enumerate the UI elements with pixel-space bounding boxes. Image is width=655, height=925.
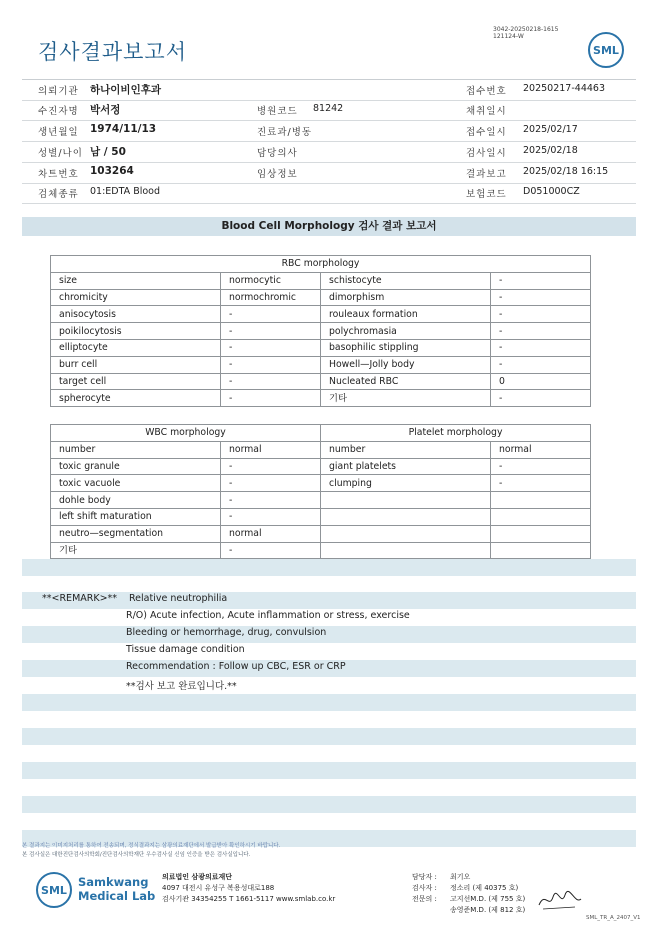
platelet-result: - xyxy=(491,475,591,492)
platelet-result xyxy=(491,492,591,509)
table-row xyxy=(51,390,591,407)
wbc-item: dohle body xyxy=(51,492,221,509)
info-row xyxy=(22,142,636,163)
platelet-item: number xyxy=(321,441,491,458)
footer-brand: Samkwang Medical Lab xyxy=(78,875,156,903)
remark-line: Bleeding or hemorrhage, drug, convulsion xyxy=(126,627,327,638)
info-value: 박서정 xyxy=(90,104,121,116)
table-row xyxy=(51,323,591,340)
stripe xyxy=(22,762,636,779)
table-row xyxy=(51,458,591,475)
rbc-item: size xyxy=(51,272,221,289)
table-row xyxy=(51,339,591,356)
rbc-title: RBC morphology xyxy=(51,256,591,273)
info-label: 차트번호 xyxy=(38,169,79,180)
staff-name: 정소리 (제 40375 호) xyxy=(450,884,519,892)
info-label: 접수일시 xyxy=(466,127,507,138)
wbc-result: - xyxy=(221,492,321,509)
rbc-result: - xyxy=(491,272,591,289)
info-row xyxy=(22,183,636,204)
remark-line: **검사 보고 완료입니다.** xyxy=(126,681,237,692)
wbc-result: - xyxy=(221,508,321,525)
info-label: 접수번호 xyxy=(466,86,507,97)
rbc-result: - xyxy=(491,323,591,340)
info-value: 2025/02/17 xyxy=(523,124,578,135)
info-row xyxy=(22,100,636,121)
info-label: 생년월일 xyxy=(38,127,79,138)
platelet-title: Platelet morphology xyxy=(321,425,591,442)
platelet-item xyxy=(321,542,491,559)
wbc-title: WBC morphology xyxy=(51,425,321,442)
info-value: 2025/02/18 xyxy=(523,145,578,156)
info-label: 의뢰기관 xyxy=(38,86,79,97)
rbc-result: - xyxy=(221,323,321,340)
rbc-result: normocytic xyxy=(221,272,321,289)
info-value: 01:EDTA Blood xyxy=(90,186,161,197)
rbc-morphology-table xyxy=(50,255,591,407)
table-row xyxy=(51,289,591,306)
staff-role: 담당자 : xyxy=(412,873,437,881)
rbc-result: - xyxy=(491,390,591,407)
wbc-item: neutro—segmentation xyxy=(51,525,221,542)
fine-print-2: 본 검사실은 대한진단검사의학회/진단검사의학재단 우수검사실 신임 인증을 받은 검사실입니다. xyxy=(22,852,251,858)
stripe xyxy=(22,728,636,745)
wbc-result: - xyxy=(221,475,321,492)
rbc-item: polychromasia xyxy=(321,323,491,340)
rbc-item: 기타 xyxy=(321,390,491,407)
info-value: 2025/02/18 16:15 xyxy=(523,166,609,177)
info-label: 성별/나이 xyxy=(38,148,83,159)
info-label: 수진자명 xyxy=(38,106,79,117)
table-row xyxy=(51,272,591,289)
rbc-result: - xyxy=(491,339,591,356)
rbc-result: - xyxy=(491,356,591,373)
table-row xyxy=(51,373,591,390)
sml-logo: SML xyxy=(588,32,624,68)
info-label: 병원코드 xyxy=(257,106,298,117)
remark-line: Tissue damage condition xyxy=(126,644,245,655)
info-value: 남 / 50 xyxy=(90,146,126,158)
staff-name: 최기오 xyxy=(450,873,471,881)
signature-icon xyxy=(535,885,585,913)
table-row xyxy=(51,441,591,458)
rbc-result: normochromic xyxy=(221,289,321,306)
table-row xyxy=(51,525,591,542)
stripe xyxy=(22,559,636,576)
table-row xyxy=(51,542,591,559)
staff-name: 송영준M.D. (제 812 호) xyxy=(450,906,526,914)
document-code: 3042-20250218-1615 121124-W xyxy=(493,26,559,40)
info-row xyxy=(22,121,636,142)
rbc-result: - xyxy=(221,373,321,390)
table-row xyxy=(51,508,591,525)
info-label: 임상정보 xyxy=(257,169,298,180)
page-title: 검사결과보고서 xyxy=(38,40,188,64)
info-label: 결과보고 xyxy=(466,169,507,180)
rbc-item: rouleaux formation xyxy=(321,306,491,323)
wbc-result: - xyxy=(221,542,321,559)
table-row xyxy=(51,356,591,373)
wbc-item: 기타 xyxy=(51,542,221,559)
table-row xyxy=(51,492,591,509)
rbc-result: 0 xyxy=(491,373,591,390)
info-label: 검사일시 xyxy=(466,148,507,159)
platelet-result: normal xyxy=(491,441,591,458)
platelet-item xyxy=(321,492,491,509)
platelet-result xyxy=(491,542,591,559)
staff-name: 고지선M.D. (제 755 호) xyxy=(450,895,526,903)
info-value: D051000CZ xyxy=(523,186,580,197)
rbc-result: - xyxy=(221,390,321,407)
rbc-item: burr cell xyxy=(51,356,221,373)
info-value: 하나이비인후과 xyxy=(90,84,162,96)
platelet-result: - xyxy=(491,458,591,475)
info-label: 보험코드 xyxy=(466,189,507,200)
staff-role: 전문의 : xyxy=(412,895,437,903)
wbc-item: toxic vacuole xyxy=(51,475,221,492)
remark-line: R/O) Acute infection, Acute inflammation or stress, exercise xyxy=(126,610,410,621)
wbc-item: number xyxy=(51,441,221,458)
wbc-result: normal xyxy=(221,525,321,542)
staff-role: 검사자 : xyxy=(412,884,437,892)
table-row xyxy=(51,306,591,323)
wbc-item: toxic granule xyxy=(51,458,221,475)
form-code: SML_TR_A_2407_V1 xyxy=(586,915,641,921)
platelet-item: clumping xyxy=(321,475,491,492)
info-label: 담당의사 xyxy=(257,148,298,159)
wbc-platelet-morphology-table xyxy=(50,424,591,559)
rbc-item: target cell xyxy=(51,373,221,390)
report-heading: Blood Cell Morphology 검사 결과 보고서 xyxy=(22,217,636,236)
platelet-result xyxy=(491,525,591,542)
info-row xyxy=(22,79,636,101)
rbc-result: - xyxy=(221,356,321,373)
table-row xyxy=(51,475,591,492)
rbc-item: basophilic stippling xyxy=(321,339,491,356)
stripe xyxy=(22,796,636,813)
rbc-item: anisocytosis xyxy=(51,306,221,323)
platelet-item xyxy=(321,508,491,525)
info-value: 81242 xyxy=(313,103,344,114)
info-label: 검체종류 xyxy=(38,189,79,200)
platelet-item xyxy=(321,525,491,542)
footer-sml-logo: SML xyxy=(36,872,72,908)
info-label: 진료과/병동 xyxy=(257,127,313,138)
remark-line: Recommendation : Follow up CBC, ESR or CRP xyxy=(126,661,346,672)
info-value: 103264 xyxy=(90,165,134,177)
info-row xyxy=(22,163,636,184)
stripe xyxy=(22,694,636,711)
rbc-item: dimorphism xyxy=(321,289,491,306)
remark-label: **<REMARK>** xyxy=(42,593,118,604)
rbc-item: poikilocytosis xyxy=(51,323,221,340)
rbc-item: spherocyte xyxy=(51,390,221,407)
rbc-item: Nucleated RBC xyxy=(321,373,491,390)
rbc-item: elliptocyte xyxy=(51,339,221,356)
rbc-result: - xyxy=(491,289,591,306)
rbc-result: - xyxy=(491,306,591,323)
wbc-item: left shift maturation xyxy=(51,508,221,525)
rbc-result: - xyxy=(221,306,321,323)
rbc-item: Howell—Jolly body xyxy=(321,356,491,373)
rbc-item: chromicity xyxy=(51,289,221,306)
info-value: 1974/11/13 xyxy=(90,123,157,135)
wbc-result: normal xyxy=(221,441,321,458)
stripe xyxy=(22,626,636,643)
wbc-result: - xyxy=(221,458,321,475)
info-value: 20250217-44463 xyxy=(523,83,606,94)
rbc-result: - xyxy=(221,339,321,356)
footer-org: 의료법인 삼광의료재단 4097 대전시 유성구 복용성대로188 검사기관 34354255 T 1661-5117 www.smlab.co.kr xyxy=(162,873,336,903)
rbc-item: schistocyte xyxy=(321,272,491,289)
remark-first: Relative neutrophilia xyxy=(129,593,228,604)
platelet-item: giant platelets xyxy=(321,458,491,475)
platelet-result xyxy=(491,508,591,525)
info-label: 채취일시 xyxy=(466,106,507,117)
fine-print-1: 본 결과지는 이미지처리를 통하여 전송되며, 정식결과지는 삼광의료재단에서 발급받아 확인하시기 바랍니다. xyxy=(22,843,281,849)
